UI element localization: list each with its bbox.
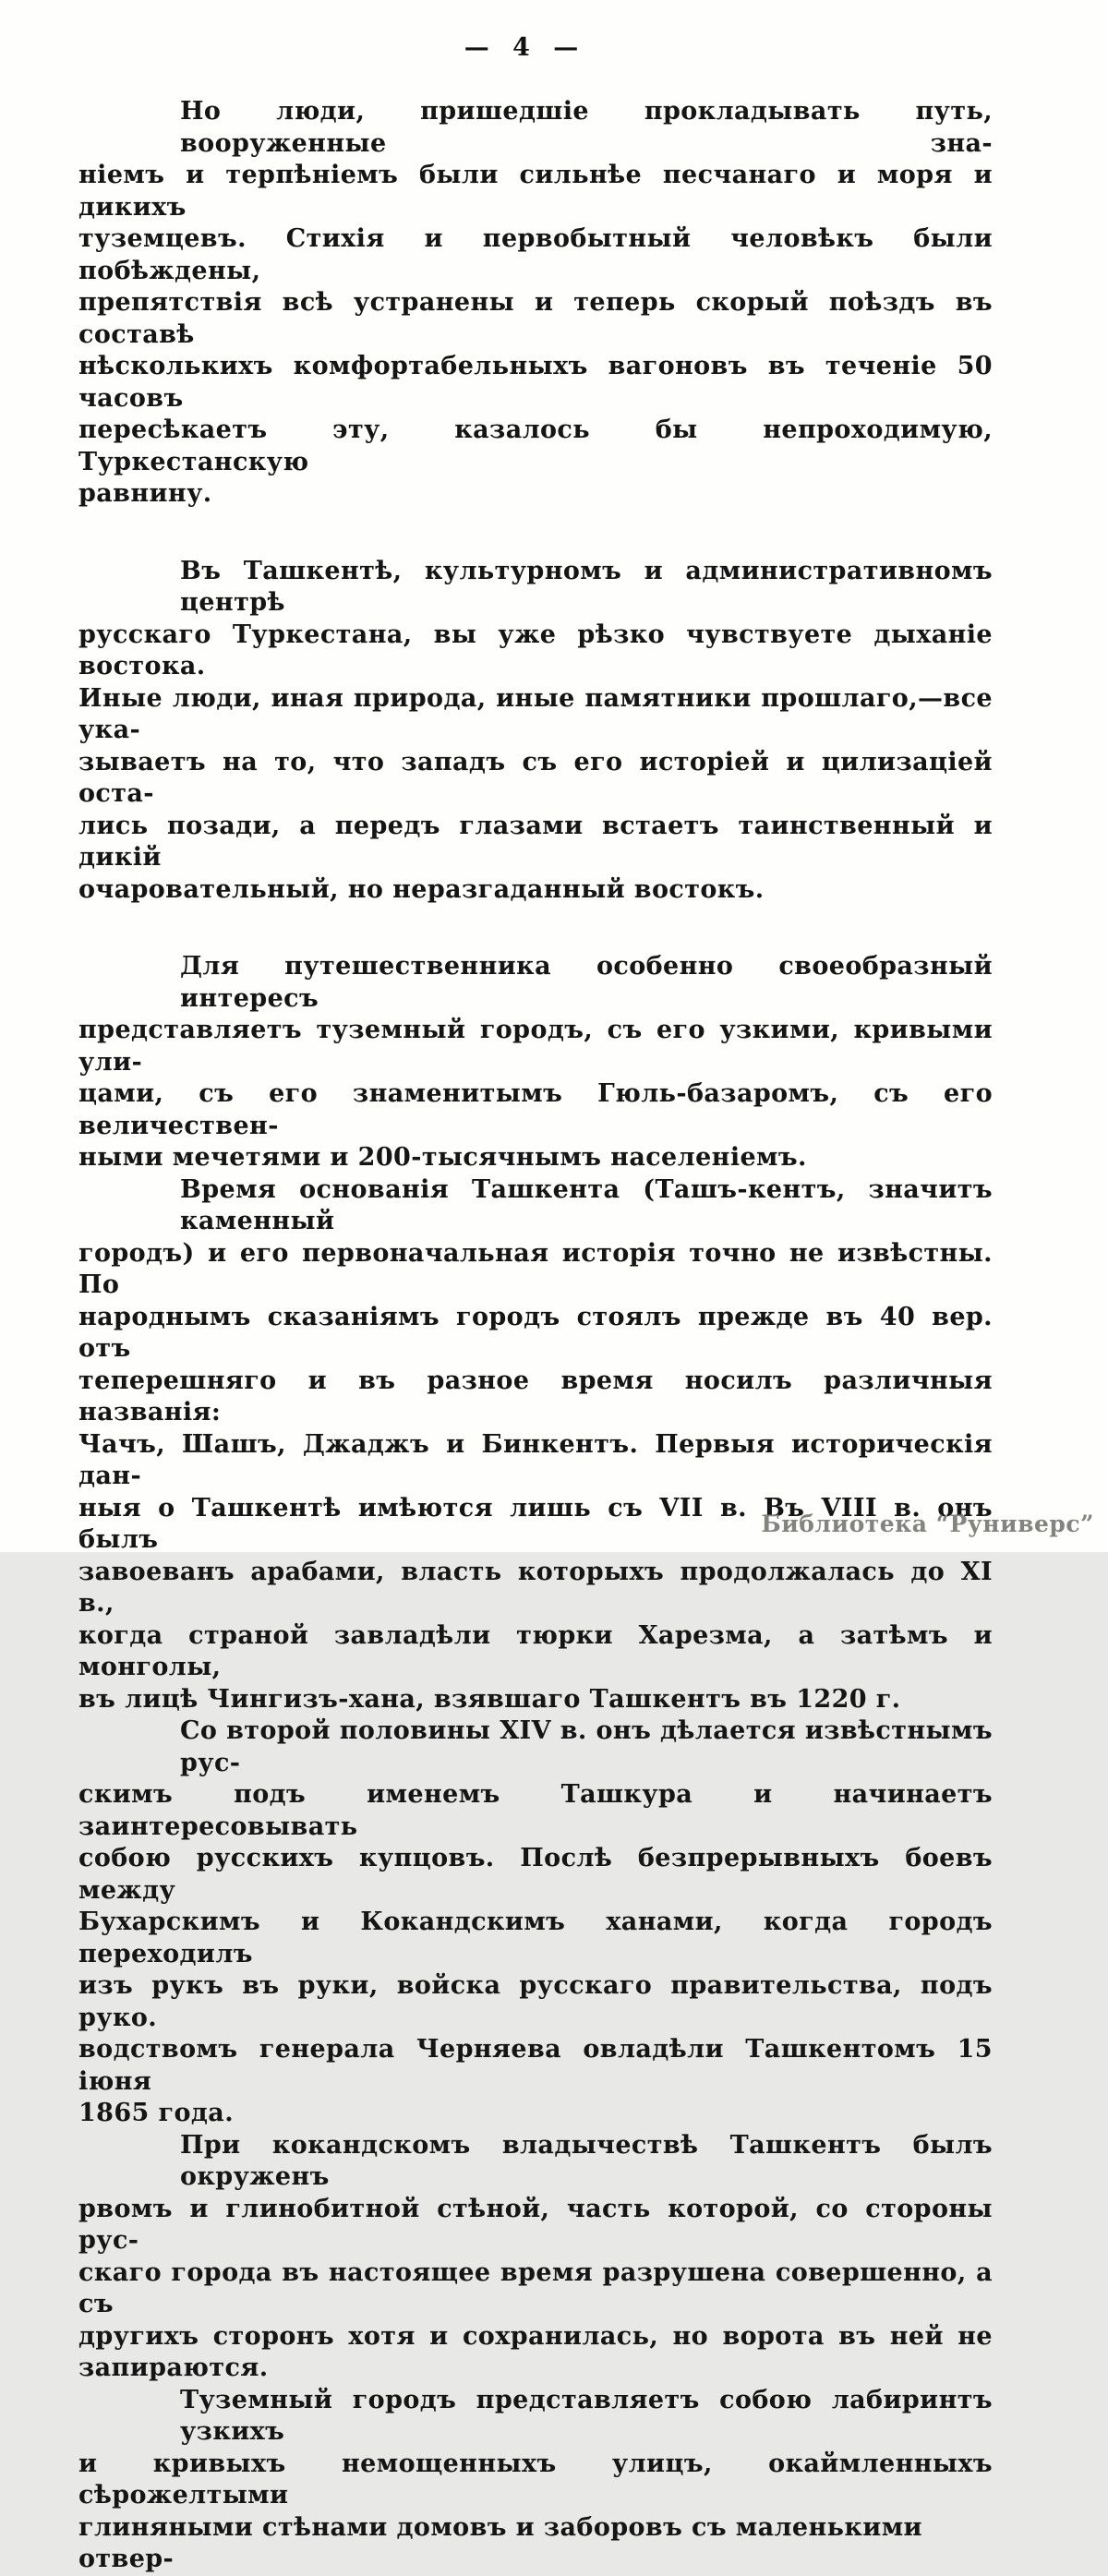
text-line: запираются. [78, 2353, 269, 2382]
text-line: лись позади, а передъ глазами встаетъ таинственный и дикій [78, 811, 993, 872]
text-line: препятствія всѣ устранены и теперь скорый поѣздъ въ составѣ [78, 288, 993, 349]
text-line: Время основанія Ташкента (Ташъ-кентъ, значитъ каменный [180, 1174, 993, 1235]
text-line: когда страной завладѣли тюрки Харезма, а затѣмъ и монголы, [78, 1620, 993, 1681]
text-line: народнымъ сказаніямъ городъ стоялъ прежде въ 40 вер. отъ [78, 1302, 993, 1363]
text-line: изъ рукъ въ руки, войска русскаго правительства, подъ руко. [78, 1971, 993, 2032]
text-line: цами, съ его знаменитымъ Гюль-базаромъ, съ его величествен- [78, 1079, 993, 1140]
text-line: собою русскихъ купцовъ. Послѣ безпрерывныхъ боевъ между [78, 1844, 993, 1905]
text-line: завоеванъ арабами, власть которыхъ продолжалась до XI в., [78, 1557, 993, 1618]
library-watermark: Библиотека “Руниверс” [761, 1511, 1094, 1537]
text-line: скимъ подъ именемъ Ташкура и начинаетъ заинтересовывать [78, 1780, 993, 1841]
text-line: теперешняго и въ разное время носилъ различныя названія: [78, 1366, 993, 1426]
text-line: Для путешественника особенно своеобразный интересъ [180, 952, 993, 1013]
page-number: — 4 — [464, 33, 580, 62]
paragraph [78, 96, 993, 511]
text-line: рвомъ и глинобитной стѣной, часть которой, со стороны рус- [78, 2194, 993, 2255]
text-line: Бухарскимъ и Кокандскимъ ханами, когда городъ переходилъ [78, 1908, 993, 1968]
text-line: очаровательный, но неразгаданный востокъ. [78, 874, 765, 904]
text-line: При кокандскомъ владычествѣ Ташкентъ былъ окруженъ [180, 2130, 993, 2191]
text-line: Въ Ташкентѣ, культурномъ и административномъ центрѣ [180, 556, 993, 617]
paragraph [78, 1715, 993, 2130]
text-line: пересѣкаетъ эту, казалось бы непроходимую, Туркестанскую [78, 415, 993, 476]
text-line: ніемъ и терпѣніемъ были сильнѣе песчанаго и моря и дикихъ [78, 161, 993, 222]
body-text [78, 96, 993, 2576]
text-line: скаго города въ настоящее время разрушена совершенно, а съ [78, 2257, 993, 2318]
text-line: 1865 года. [78, 2099, 234, 2127]
text-line: туземцевъ. Стихія и первобытный человѣкъ были побѣждены, [78, 224, 993, 285]
text-line: Иные люди, иная природа, иные памятники прошлаго,—все ука- [78, 683, 993, 744]
paragraph [78, 2130, 993, 2385]
text-line: представляетъ туземный городъ, съ его узкими, кривыми ули- [78, 1016, 993, 1077]
text-line: въ лицѣ Чингизъ-хана, взявшаго Ташкентъ въ 1220 г. [78, 1684, 901, 1714]
text-line: Со второй половины XIV в. онъ дѣлается извѣстнымъ рус- [180, 1716, 993, 1777]
text-line: ныя о Ташкентѣ имѣются лишь съ VII в. Въ VIII в. онъ былъ [78, 1493, 993, 1554]
paragraph [78, 1174, 993, 1716]
text-line: глиняными стѣнами домовъ и заборовъ съ маленькими отвер- [78, 2512, 922, 2573]
text-line: водствомъ генерала Черняева овладѣли Ташкентомъ 15 іюня [78, 2035, 993, 2096]
paragraph [78, 556, 993, 907]
paragraph [78, 2385, 993, 2576]
text-line: равнину. [78, 479, 212, 508]
text-line: Но люди, пришедшіе прокладывать путь, вооруженные зна- [180, 97, 993, 158]
text-line: Туземный городъ представляетъ собою лабиринтъ узкихъ [180, 2385, 993, 2446]
text-line: и кривыхъ немощенныхъ улицъ, окаймленныхъ сѣрожелтыми [78, 2449, 993, 2510]
text-line: зываетъ на то, что западъ съ его исторіей и цилизаціей оста- [78, 747, 993, 808]
text-line: русскаго Туркестана, вы уже рѣзко чувствуете дыханіе востока. [78, 620, 993, 680]
paragraph [78, 951, 993, 1174]
text-line: Чачъ, Шашъ, Джаджъ и Бинкентъ. Первыя историческія дан- [78, 1429, 993, 1490]
text-line: другихъ сторонъ хотя и сохранилась, но ворота въ ней не [78, 2321, 993, 2351]
text-line: нѣсколькихъ комфортабельныхъ вагоновъ въ теченіе 50 часовъ [78, 352, 993, 413]
text-line: ными мечетями и 200-тысячнымъ населеніемъ. [78, 1143, 807, 1172]
text-line: городъ) и его первоначальная исторія точно не извѣстны. По [78, 1238, 993, 1299]
